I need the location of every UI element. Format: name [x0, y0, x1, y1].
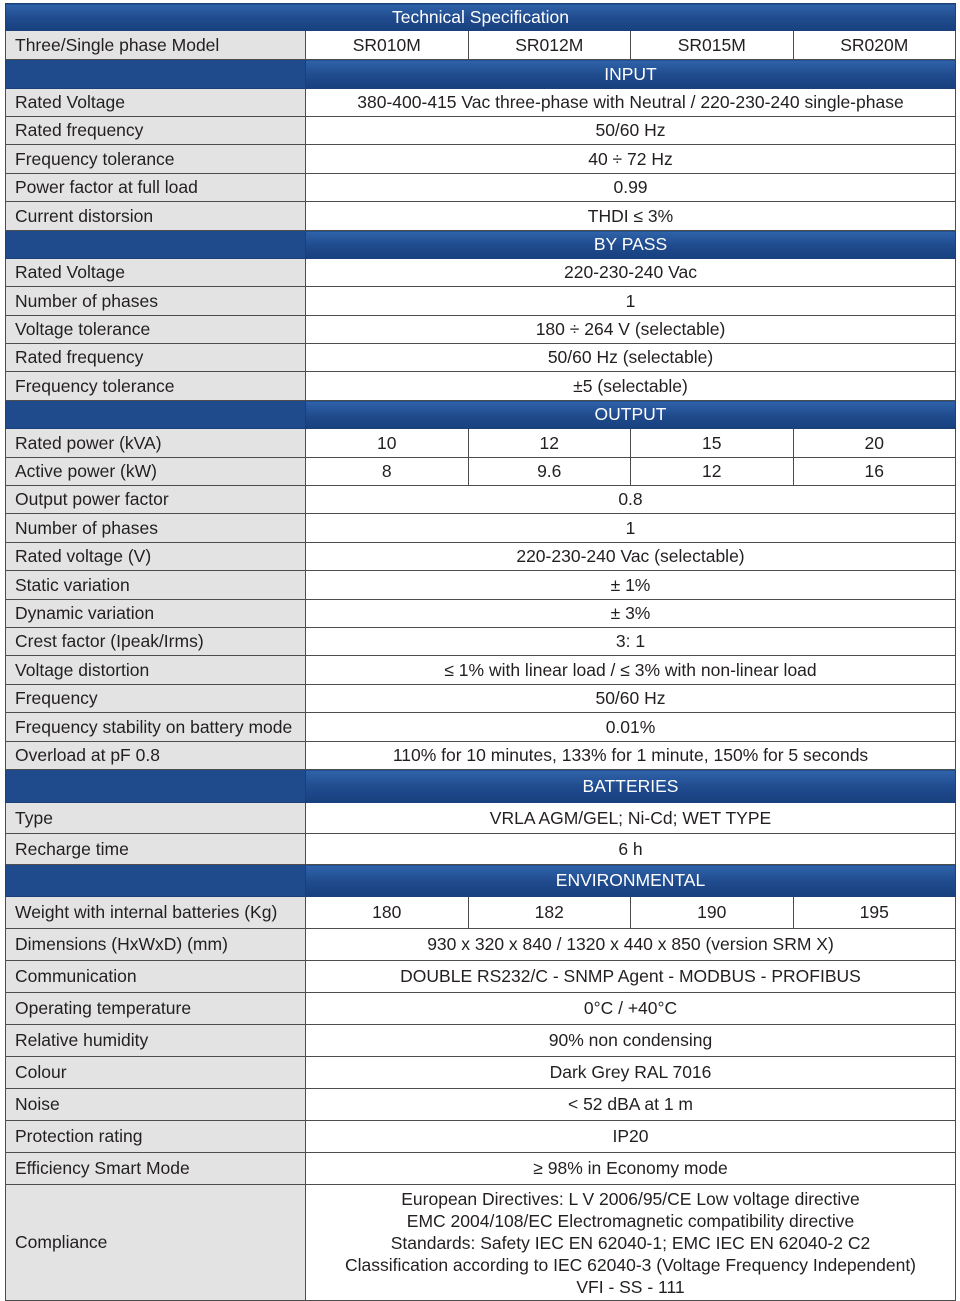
table-row: [6, 344, 956, 372]
compliance-line: European Directives: L V 2006/95/CE Low voltage directive: [401, 1188, 860, 1209]
table-row: [6, 834, 956, 865]
section-title: BY PASS: [306, 231, 956, 259]
row-value: 8: [306, 458, 469, 486]
row-value: 182: [468, 897, 631, 929]
row-label: Number of phases: [6, 287, 306, 316]
row-value: 15: [631, 429, 794, 458]
compliance-value: [306, 1185, 956, 1301]
row-value: 50/60 Hz: [306, 117, 956, 145]
row-label: Communication: [6, 961, 306, 993]
row-value: 50/60 Hz: [306, 685, 956, 713]
row-label: Compliance: [6, 1185, 306, 1301]
row-label: Rated power (kVA): [6, 429, 306, 458]
compliance-line: Standards: Safety IEC EN 62040-1; EMC IEC EN 62040-2 C2: [390, 1232, 871, 1253]
row-label: Overload at pF 0.8: [6, 742, 306, 770]
row-value: 16: [793, 458, 956, 486]
row-label: Current distorsion: [6, 202, 306, 231]
table-row: [6, 259, 956, 287]
row-label: Output power factor: [6, 486, 306, 514]
table-row: [6, 742, 956, 770]
row-value: 10: [306, 429, 469, 458]
row-value: 195: [793, 897, 956, 929]
row-label: Operating temperature: [6, 993, 306, 1025]
row-label: Recharge time: [6, 834, 306, 865]
table-row: [6, 993, 956, 1025]
row-label: Power factor at full load: [6, 174, 306, 202]
table-row: [6, 713, 956, 742]
table-row: [6, 174, 956, 202]
row-value: THDI ≤ 3%: [306, 202, 956, 231]
table-row: [6, 1121, 956, 1153]
row-label: Efficiency Smart Mode: [6, 1153, 306, 1185]
table-row: [6, 803, 956, 834]
table-title: Technical Specification: [6, 4, 956, 31]
row-value: 90% non condensing: [306, 1025, 956, 1057]
row-label: Number of phases: [6, 514, 306, 543]
title-row: [6, 4, 956, 31]
row-label: Relative humidity: [6, 1025, 306, 1057]
row-value: ≤ 1% with linear load / ≤ 3% with non-linear load: [306, 656, 956, 685]
row-label: Rated frequency: [6, 344, 306, 372]
table-row: [6, 1089, 956, 1121]
section-header-input: [6, 60, 956, 89]
row-value: ±5 (selectable): [306, 372, 956, 401]
table-row: [6, 961, 956, 993]
table-row: [6, 486, 956, 514]
row-value: IP20: [306, 1121, 956, 1153]
table-row: [6, 117, 956, 145]
section-header-bypass: [6, 231, 956, 259]
row-label: Frequency tolerance: [6, 145, 306, 174]
table-row: [6, 543, 956, 571]
row-value: 110% for 10 minutes, 133% for 1 minute, 150% for 5 seconds: [306, 742, 956, 770]
row-value: 0.8: [306, 486, 956, 514]
row-value: 380-400-415 Vac three-phase with Neutral / 220-230-240 single-phase: [306, 89, 956, 117]
row-value: ≥ 98% in Economy mode: [306, 1153, 956, 1185]
model-name: SR015M: [631, 31, 794, 60]
section-header-spacer: [6, 865, 306, 897]
table-row: [6, 202, 956, 231]
row-value: 220-230-240 Vac: [306, 259, 956, 287]
row-value: 180: [306, 897, 469, 929]
model-name: SR020M: [793, 31, 956, 60]
table-row: [6, 897, 956, 929]
row-label: Static variation: [6, 571, 306, 600]
row-label: Frequency stability on battery mode: [6, 713, 306, 742]
row-value: VRLA AGM/GEL; Ni-Cd; WET TYPE: [306, 803, 956, 834]
row-label: Active power (kW): [6, 458, 306, 486]
row-label: Dynamic variation: [6, 600, 306, 628]
row-value: 930 x 320 x 840 / 1320 x 440 x 850 (version SRM X): [306, 929, 956, 961]
compliance-line: Classification according to IEC 62040-3 (Voltage Frequency Independent): [344, 1254, 917, 1275]
row-value: ± 3%: [306, 600, 956, 628]
row-label: Colour: [6, 1057, 306, 1089]
section-header-spacer: [6, 231, 306, 259]
table-row: [6, 628, 956, 656]
row-value: 50/60 Hz (selectable): [306, 344, 956, 372]
row-value: 40 ÷ 72 Hz: [306, 145, 956, 174]
row-label: Rated Voltage: [6, 89, 306, 117]
section-header-environmental: [6, 865, 956, 897]
section-header-spacer: [6, 401, 306, 429]
table-row: [6, 514, 956, 543]
row-label: Type: [6, 803, 306, 834]
row-value: DOUBLE RS232/C - SNMP Agent - MODBUS - PROFIBUS: [306, 961, 956, 993]
table-row: [6, 685, 956, 713]
table-row: [6, 372, 956, 401]
section-title: BATTERIES: [306, 770, 956, 803]
model-row-label: Three/Single phase Model: [6, 31, 306, 60]
row-label: Voltage distortion: [6, 656, 306, 685]
section-header-batteries: [6, 770, 956, 803]
compliance-line: VFI - SS - 111: [576, 1276, 685, 1297]
table-row: [6, 1057, 956, 1089]
row-label: Frequency tolerance: [6, 372, 306, 401]
section-header-spacer: [6, 60, 306, 89]
row-value: 220-230-240 Vac (selectable): [306, 543, 956, 571]
row-value: 0.01%: [306, 713, 956, 742]
table-row-compliance: [6, 1185, 956, 1301]
table-row: [6, 1025, 956, 1057]
table-row: [6, 600, 956, 628]
row-label: Weight with internal batteries (Kg): [6, 897, 306, 929]
row-label: Rated voltage (V): [6, 543, 306, 571]
row-label: Noise: [6, 1089, 306, 1121]
row-value: 1: [306, 514, 956, 543]
model-name: SR010M: [306, 31, 469, 60]
row-value: ± 1%: [306, 571, 956, 600]
row-label: Rated Voltage: [6, 259, 306, 287]
table-row: [6, 287, 956, 316]
row-value: 0.99: [306, 174, 956, 202]
table-row: [6, 145, 956, 174]
row-label: Crest factor (Ipeak/Irms): [6, 628, 306, 656]
row-value: < 52 dBA at 1 m: [306, 1089, 956, 1121]
table-row: [6, 316, 956, 344]
row-label: Protection rating: [6, 1121, 306, 1153]
row-value: 20: [793, 429, 956, 458]
table-row: [6, 571, 956, 600]
row-label: Dimensions (HxWxD) (mm): [6, 929, 306, 961]
table-row: [6, 929, 956, 961]
row-value: 1: [306, 287, 956, 316]
model-name: SR012M: [468, 31, 631, 60]
table-row: [6, 458, 956, 486]
compliance-line: EMC 2004/108/EC Electromagnetic compatibility directive: [406, 1210, 855, 1231]
row-value: 6 h: [306, 834, 956, 865]
row-label: Rated frequency: [6, 117, 306, 145]
technical-specification-table: [5, 3, 956, 1301]
table-row: [6, 429, 956, 458]
row-value: 9.6: [468, 458, 631, 486]
model-row: [6, 31, 956, 60]
row-value: 12: [468, 429, 631, 458]
row-value: 12: [631, 458, 794, 486]
table-row: [6, 656, 956, 685]
row-value: 180 ÷ 264 V (selectable): [306, 316, 956, 344]
row-value: Dark Grey RAL 7016: [306, 1057, 956, 1089]
row-value: 3: 1: [306, 628, 956, 656]
section-header-output: [6, 401, 956, 429]
section-title: OUTPUT: [306, 401, 956, 429]
row-label: Voltage tolerance: [6, 316, 306, 344]
row-label: Frequency: [6, 685, 306, 713]
table-row: [6, 1153, 956, 1185]
table-row: [6, 89, 956, 117]
row-value: 190: [631, 897, 794, 929]
section-title: ENVIRONMENTAL: [306, 865, 956, 897]
section-title: INPUT: [306, 60, 956, 89]
row-value: 0°C / +40°C: [306, 993, 956, 1025]
section-header-spacer: [6, 770, 306, 803]
